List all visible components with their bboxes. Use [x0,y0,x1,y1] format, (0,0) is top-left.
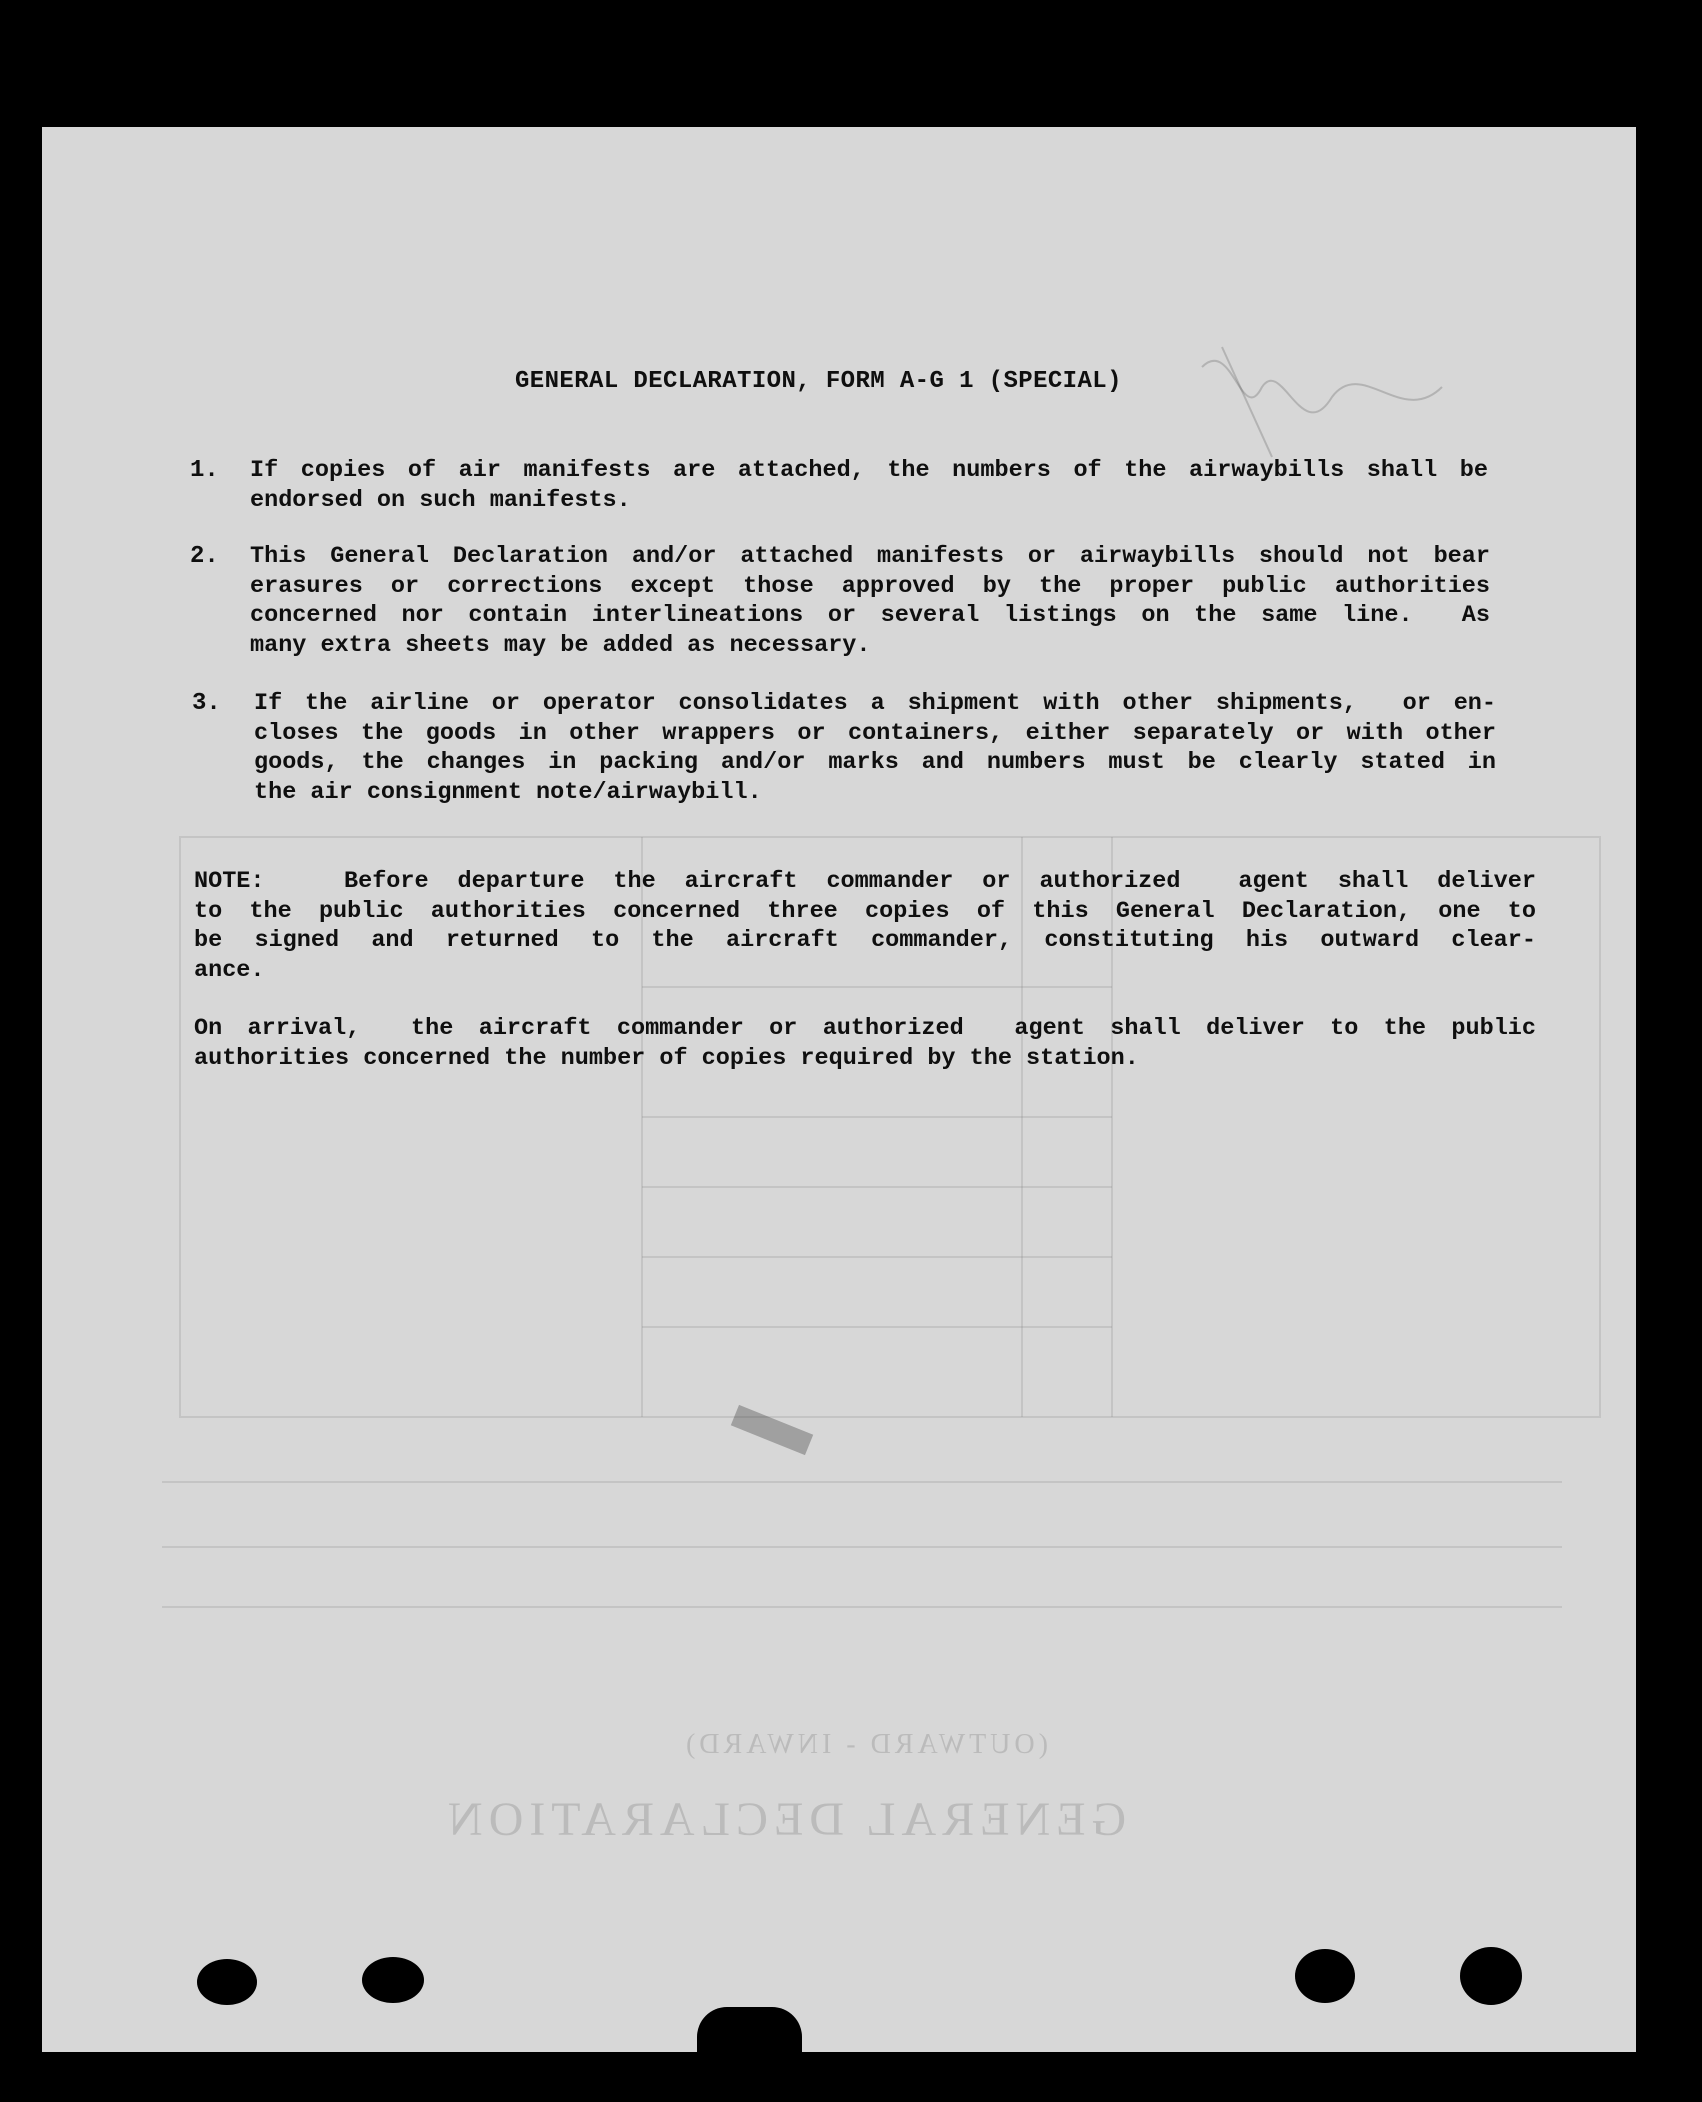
show-through-heading: GENERAL DECLARATION [442,1793,1127,1846]
show-through-subheading: (OUTWARD - INWARD) [682,1729,1048,1760]
text-line: ance. [194,956,265,984]
text-line: goods, the changes in packing and/or marks and numbers must be clearly stated in [254,749,1496,776]
text-line: concerned nor contain interlineations or several listings on the same line. As [250,602,1490,629]
item-number: 3. [192,690,221,717]
item-number: 2. [190,543,219,570]
page-title: GENERAL DECLARATION, FORM A-G 1 (SPECIAL) [515,368,1122,395]
text-line: to the public authorities concerned three copies of this General Declaration, one to [194,897,1536,925]
text-line: authorities concerned the number of copies required by the station. [194,1044,1139,1072]
show-through-texture [42,127,1636,2052]
item-paragraph [250,456,1488,515]
text-line: be signed and returned to the aircraft commander, constituting his outward clear- [194,927,1536,954]
text-line: closes the goods in other wrappers or containers, either separately or with other [254,719,1496,747]
text-line: If copies of air manifests are attached, the numbers of the airwaybills shall be [250,457,1488,484]
punch-hole [1295,1949,1355,2003]
note-label: NOTE: [194,868,265,895]
text-line: endorsed on such manifests. [250,486,631,514]
text-line: On arrival, the aircraft commander or authorized agent shall deliver to the public [194,1015,1536,1042]
punch-hole [362,1957,424,2003]
item-paragraph [250,542,1490,660]
item-paragraph [254,689,1496,807]
text-line: This General Declaration and/or attached manifests or airwaybills should not bear [250,543,1490,570]
text-line: the air consignment note/airwaybill. [254,778,762,806]
punch-hole [197,1959,257,2005]
arrival-paragraph [194,1014,1536,1073]
punch-hole [1460,1947,1522,2005]
text-line: Before departure the aircraft commander or authorized agent shall deliver [344,868,1536,895]
note-paragraph [194,867,1536,985]
text-line: erasures or corrections except those approved by the proper public authorities [250,572,1490,600]
text-line: many extra sheets may be added as necessary. [250,631,871,659]
paper-notch [697,2007,802,2052]
item-number: 1. [190,457,219,484]
document-sheet [42,127,1636,2052]
text-line: If the airline or operator consolidates a shipment with other shipments, or en- [254,690,1496,717]
